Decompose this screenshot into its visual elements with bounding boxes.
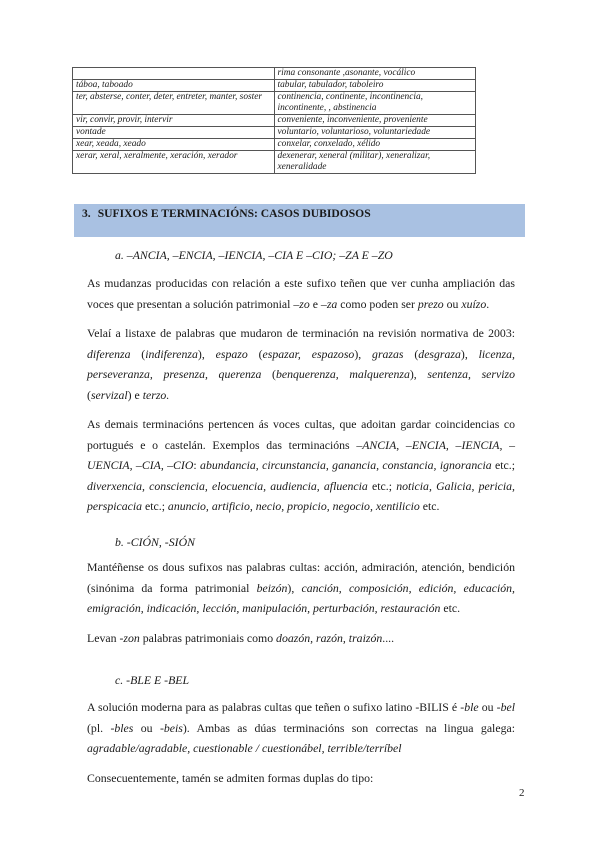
table-cell: voluntario, voluntarioso, voluntariedade bbox=[274, 127, 476, 139]
table-cell: vir, convir, provir, intervir bbox=[73, 115, 275, 127]
table-cell: tabular, tabulador, taboleiro bbox=[274, 80, 476, 92]
paragraph-1: As mudanzas producidas con relación a este sufixo teñen que ver cunha ampliación das voces que presentan a solución patrimonial –zo e –za como poden ser prezo ou xuízo. bbox=[87, 276, 515, 311]
table-cell: conveniente, inconveniente, proveniente bbox=[274, 115, 476, 127]
subheading-c: c. -BLE E -BEL bbox=[115, 673, 190, 687]
table-cell: dexenerar, xeneral (militar), xeneralizar, xeneralidade bbox=[274, 151, 476, 174]
paragraph-7: Consecuentemente, tamén se admiten formas duplas do tipo: bbox=[87, 771, 374, 785]
table-cell: conxelar, conxelado, xélido bbox=[274, 139, 476, 151]
table-row bbox=[73, 139, 476, 151]
section-heading bbox=[82, 207, 371, 220]
table-cell: ter, absterse, conter, deter, entreter, manter, soster bbox=[73, 92, 275, 115]
table-cell bbox=[73, 68, 275, 80]
table-row bbox=[73, 68, 476, 80]
table-row bbox=[73, 115, 476, 127]
table-row bbox=[73, 151, 476, 174]
section-title: SUFIXOS E TERMINACIÓNS: CASOS DUBIDOSOS bbox=[97, 207, 371, 220]
table-row bbox=[73, 80, 476, 92]
table-cell: rima consonante ,asonante, vocálico bbox=[274, 68, 476, 80]
table-row bbox=[73, 127, 476, 139]
paragraph-2: Velaí a listaxe de palabras que mudaron de terminación na revisión normativa de 2003: diferenza (indiferenza), espazo (espazar, espazoso), grazas (desgraza), licenza, perseveranza, presenza, querenza (benquerenza, malquerenza), sentenza, servizo (servizal) e terzo. bbox=[87, 326, 516, 402]
table-cell: vontade bbox=[73, 127, 275, 139]
paragraph-5: Levan -zon palabras patrimoniais como doazón, razón, traizón.... bbox=[87, 631, 395, 645]
paragraph-4: Mantéñense os dous sufixos nas palabras cultas: acción, admiración, atención, bendición (sinónima da forma patrimonial beizón), canción, composición, edición, educación, emigración, indicación, lección, manipulación, perturbación, restauración etc. bbox=[87, 560, 515, 615]
word-table bbox=[72, 67, 476, 174]
table-cell: xear, xeada, xeado bbox=[73, 139, 275, 151]
subheading-b: b. -CIÓN, -SIÓN bbox=[115, 535, 195, 549]
paragraph-6: A solución moderna para as palabras cultas que teñen o sufixo latino -BILIS é -ble ou -bel (pl. -bles ou -beis). Ambas as dúas terminacións son correctas na lingua galega: agradable/agradable, cuestionable / cuestionábel, terrible/terríbel bbox=[87, 700, 515, 755]
paragraph-3: As demais terminacións pertencen ás voces cultas, que adoitan gardar coincidencias co portugués e o castelán. Exemplos das terminacións –ANCIA, –ENCIA, –IENCIA, –UENCIA, –CIA, –CIO: abundancia, circunstancia, ganancia, constancia, ignorancia etc.; diverxencia, consciencia, elocuencia, audiencia, afluencia etc.; noticia, Galicia, pericia, perspicacia etc.; anuncio, artificio, necio, propicio, negocio, xentilicio etc. bbox=[87, 417, 515, 513]
section-number: 3. bbox=[82, 207, 91, 220]
subheading-a: a. –ANCIA, –ENCIA, –IENCIA, –CIA E –CIO; –ZA E –ZO bbox=[115, 248, 393, 262]
table-row bbox=[73, 92, 476, 115]
table-cell: xerar, xeral, xeralmente, xeración, xerador bbox=[73, 151, 275, 174]
page-number: 2 bbox=[519, 787, 525, 799]
table-cell: continencia, continente, incontinencia, incontinente, , abstinencia bbox=[274, 92, 476, 115]
table-cell: táboa, taboado bbox=[73, 80, 275, 92]
